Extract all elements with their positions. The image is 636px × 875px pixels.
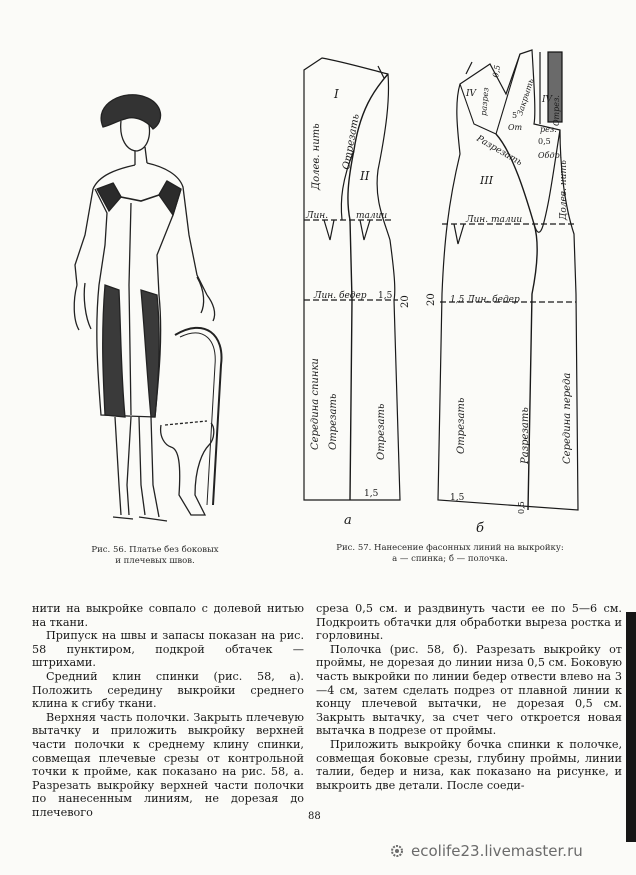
hip-num: 1,5 <box>378 291 393 301</box>
fig57-caption-line1: Рис. 57. Нанесение фасонных линий на выкройку: <box>336 543 564 553</box>
grain-label-b: Долев. нить <box>559 160 569 220</box>
watermark-text: ecolife23.livemaster.ru <box>411 842 583 860</box>
fig57-caption <box>300 543 600 565</box>
hem-num-b: 1,5 <box>450 493 465 503</box>
fig56-caption-line2: и плечевых швов. <box>115 556 195 566</box>
center-back-label: Середина спинки <box>310 358 321 450</box>
grain-label-a: Долев. нить <box>311 123 322 190</box>
waist-label-left: Лин. <box>306 211 329 221</box>
para-right-3: Приложить выкройку бочка спинки к полочке, совмещая боковые срезы, глубину проймы, линии талии, бедер и низа, как показано на рисунке, и выкроить две детали. После соеди- <box>316 737 622 792</box>
fig56-caption-line1: Рис. 56. Платье без боковых <box>91 545 219 555</box>
hip-20: 20 <box>400 295 411 308</box>
waist-label-right: талии <box>356 211 388 221</box>
page-number: 88 <box>308 811 321 822</box>
num-05-top: 0,5 <box>491 64 503 79</box>
piece-I-label: I <box>334 87 339 101</box>
para-right-2: Полочка (рис. 58, б). Разрезать выкройку от проймы, не дорезая до линии низа 0,5 см. Боковую часть выкройки по линии бедер отвести влево на 3—4 см, затем сделать подрез от плавной линии к концу плечевой вытачки, не дорезая 0,5 см. Закрыть вытачку, за счет чего откроется новая вытачка в подрезе от проймы. <box>316 642 622 738</box>
cut-label-b: Отрезать <box>456 397 467 454</box>
letter-b: б <box>476 521 484 535</box>
para-left-3: Средний клин спинки (рис. 58, а). Положить середину выкройки среднего клина к сгибу ткани. <box>32 669 304 711</box>
obdr-label: Обдр. <box>538 151 563 160</box>
para-right-1: среза 0,5 см. и раздвинуть части ее по 5—6 см. Подкроить обтачки для обработки выреза ростка и горловины. <box>316 602 622 643</box>
piece-III-label: III <box>480 174 494 187</box>
dress-illustration <box>55 85 235 535</box>
hip-20-b: 20 <box>426 293 437 306</box>
cut-left-label: Отрезать <box>328 393 339 450</box>
piece-IV-label: IV <box>466 89 477 99</box>
para-left-2: Припуск на швы и запасы показан на рис. 58 пунктиром, подкрой обтачек — штрихами. <box>32 629 304 670</box>
hip-label: Лин. бедер <box>314 291 367 301</box>
zakryt-label: Закрыть <box>515 77 536 117</box>
gear-icon <box>389 843 405 859</box>
para-left-4: Верхняя часть полочки. Закрыть плечевую вытачку и приложить выкройку верхней части полочки к среднему клину спинки, совмещая плечевые срезы от контрольной точки к пройме, как показано на рис. 58, а. Разрезать выкройку верхней части полочки по нанесенным линиям, не дорезая до плечевого <box>32 710 304 819</box>
piece-IV2-label: IV <box>542 95 553 105</box>
fig56-caption <box>70 545 240 567</box>
hem-05-b: 0,5 <box>517 501 526 514</box>
pattern-front-b <box>424 44 594 535</box>
otrez-label: Отрез. <box>552 95 561 126</box>
hip-label-b: 1,5 Лин. бедер <box>450 295 520 305</box>
text-column-right <box>316 602 622 792</box>
watermark <box>389 842 583 860</box>
piece-II-label: II <box>360 169 370 183</box>
pattern-back-a <box>294 50 419 535</box>
razrezat-label: Разрезать <box>520 407 531 464</box>
hem-num: 1,5 <box>364 489 379 499</box>
rez-label: рез. <box>540 125 557 134</box>
waist-label-b: Лин. талии <box>466 215 523 225</box>
para-left-1: нити на выкройке совпало с долевой нитью на ткани. <box>32 602 304 629</box>
text-column-left <box>32 602 304 820</box>
num-5: 5 <box>512 111 518 120</box>
letter-a: а <box>344 513 352 528</box>
razrez-top: разрез <box>479 87 491 117</box>
razrezat-diag: Разрезать <box>474 133 524 169</box>
scan-edge-shadow <box>626 612 636 842</box>
cut-right-label: Отрезать <box>376 403 387 460</box>
fig57-caption-line2: а — спинка; б — полочка. <box>392 554 508 564</box>
ot-label: От <box>508 123 523 132</box>
cut-top-label: Отрезать <box>341 113 362 171</box>
center-front-label: Середина переда <box>562 372 573 464</box>
num-05b: 0,5 <box>538 137 551 146</box>
